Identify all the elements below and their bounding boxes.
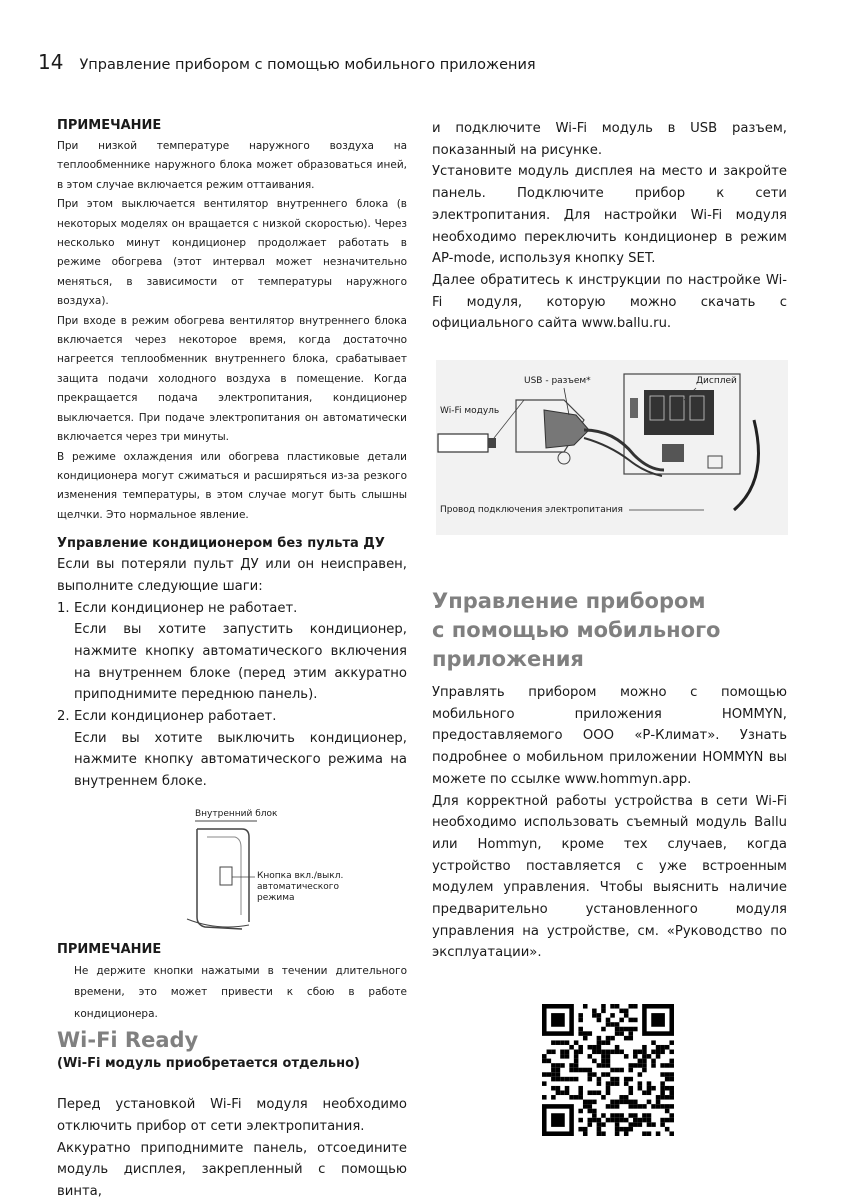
running-title: Управление прибором с помощью мобильного приложения	[79, 57, 536, 73]
wifi-paragraph: Аккуратно приподнимите панель, отсоедините модуль дисплея, закрепленный с помощью винта,	[57, 1140, 407, 1200]
step-number: 1.	[57, 600, 70, 616]
step-title: Если кондиционер не работает.	[74, 600, 298, 616]
step-text: Если вы хотите запустить кондиционер, нажмите кнопку автоматического включения на внутреннем блоке (перед этим аккуратно приподнимите переднюю панель).	[74, 622, 407, 703]
app-paragraph: Управлять прибором можно с помощью мобильного приложения HOMMYN, предоставляемого ООО «Р-Климат». Узнать подробнее о мобильном приложении HOMMYN вы можете по ссылке www.hommyn.app.	[432, 685, 787, 787]
indoor-unit-figure	[187, 807, 357, 932]
step-text: Если вы хотите выключить кондиционер, нажмите кнопку автоматического режима на внутреннем блоке.	[74, 730, 407, 790]
figure-label-button: автоматического	[257, 881, 339, 892]
wifi-paragraph: Далее обратитесь к инструкции по настройке Wi-Fi модуля, которую можно скачать с официального сайта www.ballu.ru.	[432, 272, 787, 332]
left-column	[57, 118, 407, 1203]
app-title-line: приложения	[432, 647, 584, 672]
wifi-ready-subtitle: (Wi-Fi модуль приобретается отдельно)	[57, 1056, 360, 1072]
figure-label-usb: USB - разъем*	[524, 376, 591, 387]
wifi-module-figure	[434, 360, 790, 535]
step-title: Если кондиционер работает.	[74, 709, 277, 725]
note-title: ПРИМЕЧАНИЕ	[57, 941, 162, 957]
wifi-ready-title: Wi-Fi Ready	[57, 1028, 199, 1053]
remote-intro: Если вы потеряли пульт ДУ или он неисправен, выполните следующие шаги:	[57, 557, 407, 594]
step-item	[57, 598, 407, 707]
figure-label-button: Кнопка вкл./выкл.	[257, 870, 344, 881]
note-title: ПРИМЕЧАНИЕ	[57, 118, 162, 133]
note-paragraph: При входе в режим обогрева вентилятор внутреннего блока включается через некоторое время, когда достаточно нагреется теплообменник внутреннего блока, срабатывает защита подачи холодного воздуха в помещение. Когда прекращается подача электропитания, кондиционер выключается. При подаче электропитания он автоматически включается через три минуты.	[57, 314, 407, 444]
app-title-line: Управление прибором	[432, 589, 706, 614]
note-paragraph: При низкой температуре наружного воздуха на теплообменнике наружного блока может образоваться иней, в этом случае включается режим оттаивания.	[57, 140, 407, 191]
qr-code[interactable]	[542, 1004, 674, 1136]
app-title	[432, 587, 787, 674]
page-header	[38, 50, 536, 76]
right-column	[432, 118, 787, 1140]
indoor-unit-drawing	[187, 807, 357, 932]
figure-label-button: режима	[257, 892, 295, 903]
step-item	[57, 706, 407, 793]
wifi-paragraph: и подключите Wi-Fi модуль в USB разъем, показанный на рисунке.	[432, 121, 787, 158]
wifi-paragraph: Установите модуль дисплея на место и закройте панель. Подключите прибор к сети электропитания. Для настройки Wi-Fi модуля необходимо переключить кондиционер в режим AP-mode, используя кнопку SET.	[432, 164, 787, 267]
section-title-remote: Управление кондиционером без пульта ДУ	[57, 536, 385, 552]
note-paragraph: При этом выключается вентилятор внутреннего блока (в некоторых моделях он вращается с низкой скоростью). Через несколько минут кондиционер продолжает работать в режиме обогрева (этот интервал может незначительно меняться, в зависимости от температуры наружного воздуха).	[57, 198, 407, 308]
app-title-line: с помощью мобильного	[432, 618, 721, 643]
step-number: 2.	[57, 709, 70, 725]
note-paragraph: В режиме охлаждения или обогрева пластиковые детали кондиционера могут сжиматься и расширяться из-за резкого изменения температуры, в этом случае могут быть слышны щелчки. Это нормальное явление.	[57, 450, 407, 521]
figure-label-module: Wi-Fi модуль	[440, 406, 500, 417]
note-paragraph: Не держите кнопки нажатыми в течении длительного времени, это может привести к сбою в работе кондиционера.	[74, 964, 407, 1020]
app-paragraph: Для корректной работы устройства в сети Wi-Fi необходимо использовать съемный модуль Ballu или Hommyn, кроме тех случаев, когда устройство поставляется с уже встроенным модулем управления. Чтобы выяснить наличие предварительно установленного модуля управления на устройстве, см. «Руководство по эксплуатации».	[432, 793, 787, 961]
page-number: 14	[38, 50, 64, 74]
figure-label-unit: Внутренний блок	[195, 808, 278, 819]
figure-label-cable: Провод подключения электропитания	[440, 505, 623, 516]
figure-label-display: Дисплей	[696, 376, 737, 387]
wifi-paragraph: Перед установкой Wi-Fi модуля необходимо отключить прибор от сети электропитания.	[57, 1097, 407, 1135]
